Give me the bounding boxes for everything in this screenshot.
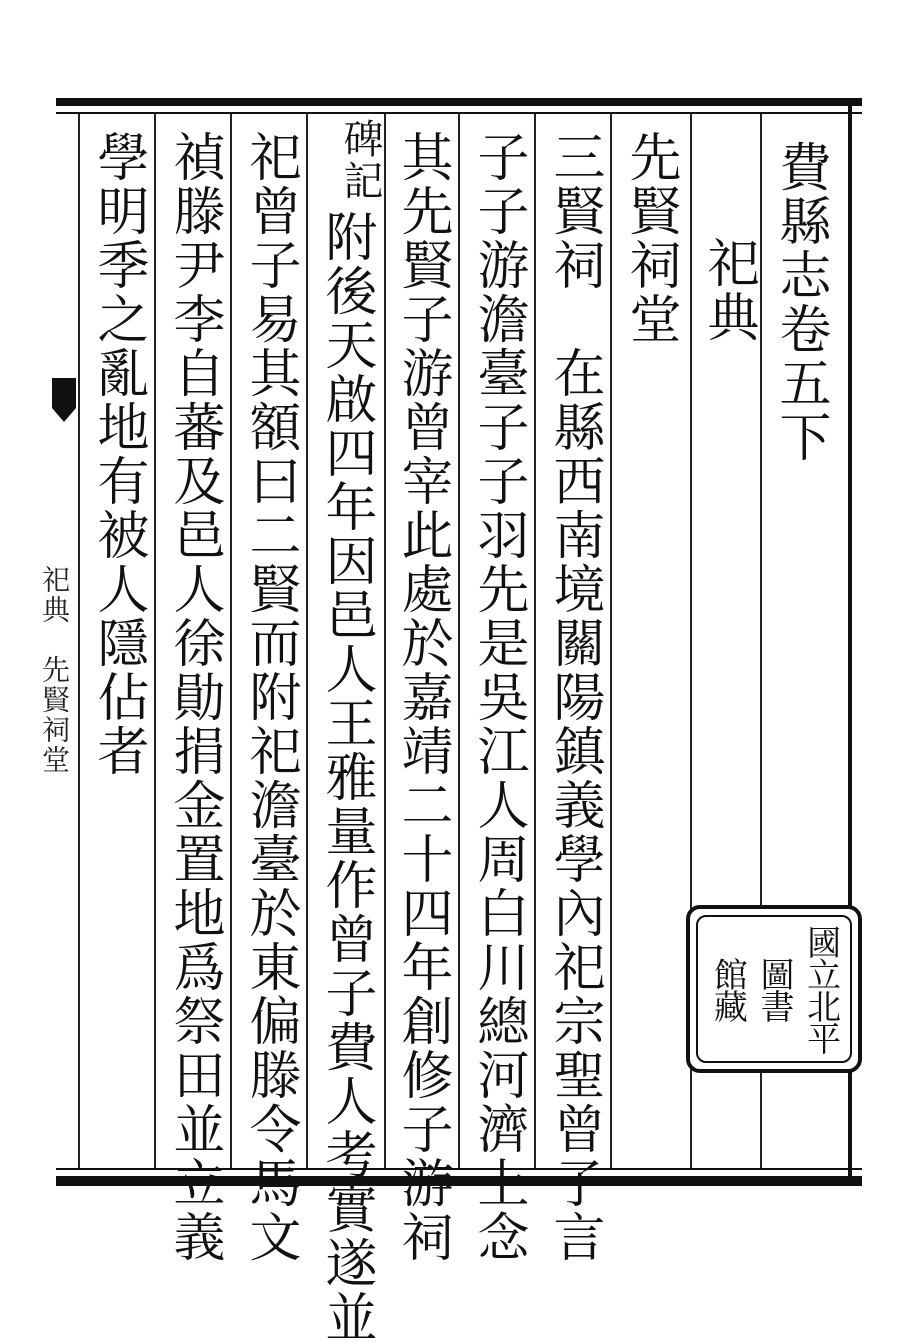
text-column-4: 附後天啟四年因邑人王雅量作曾子費人考實遂並 [316, 210, 376, 1344]
seal-line: 國立北平 [800, 925, 841, 1053]
text-column-1: 三賢祠 在縣西南境關陽鎮義學內祀宗聖曾子言 [544, 130, 604, 1264]
margin-label: 祀典 先賢祠堂 [38, 565, 71, 775]
annotation-small: 碑記 [337, 118, 383, 202]
seal-line: 館藏 [707, 957, 748, 1021]
column-divider [384, 114, 386, 1168]
column-divider [610, 114, 612, 1168]
text-column-2: 子子游澹臺子子羽先是吳江人周白川總河濟上念 [468, 130, 528, 1264]
column-divider [154, 114, 156, 1168]
fish-tail-marker [52, 378, 76, 408]
library-seal [686, 905, 862, 1073]
text-column-5: 祀曾子易其額曰二賢而附祀澹臺於東偏滕令馬文 [240, 130, 300, 1264]
column-divider [458, 114, 460, 1168]
text-column-7: 學明季之亂地有被人隱佔者 [88, 130, 148, 778]
heading: 先賢祠堂 [620, 130, 680, 346]
top-border [56, 98, 862, 106]
seal-inner-border [696, 915, 852, 1063]
column-divider [78, 114, 80, 1168]
section-title: 祀典 [698, 236, 758, 344]
column-divider [534, 114, 536, 1168]
column-divider [230, 114, 232, 1168]
seal-line: 圖書 [753, 957, 794, 1021]
column-divider [306, 114, 308, 1168]
text-column-6: 禎滕尹李自蕃及邑人徐勛捐金置地爲祭田並立義 [164, 130, 224, 1264]
text-column-3: 其先賢子游曾宰此處於嘉靖二十四年創修子游祠 [392, 130, 452, 1264]
volume-title: 費縣志卷五下 [770, 140, 830, 464]
